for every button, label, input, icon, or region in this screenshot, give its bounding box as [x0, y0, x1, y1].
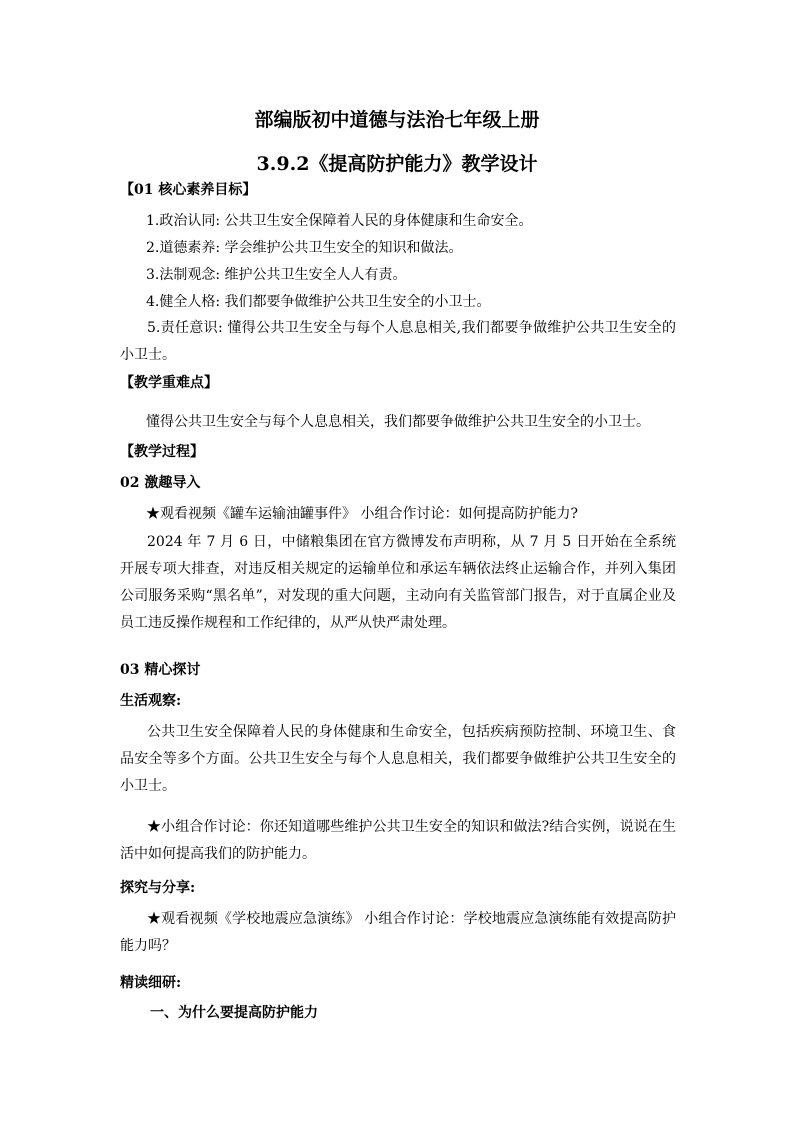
- life-heading: 生活观察:: [120, 693, 182, 709]
- goal-item-3: 3.法制观念: 维护公共卫生安全人人有责。: [146, 267, 407, 283]
- goals-heading: 【01 核心素养目标】: [120, 182, 257, 198]
- share-task: ★观看视频《学校地震应急演练》 小组合作讨论：学校地震应急演练能有效提高防护能力吗？: [120, 911, 676, 954]
- explore-heading: 03 精心探讨: [120, 662, 201, 678]
- life-text: 公共卫生安全保障着人民的身体健康和生命安全，包括疾病预防控制、环境卫生、食品安全等多个方面。公共卫生安全与每个人息息相关，我们都要争做维护公共卫生安全的小卫士。: [120, 724, 676, 794]
- goal-item-1: 1.政治认同: 公共卫生安全保障着人民的身体健康和生命安全。: [146, 213, 533, 229]
- share-heading: 探究与分享:: [120, 880, 196, 896]
- read-heading: 精读细研:: [120, 975, 182, 991]
- intro-text: 2024 年 7 月 6 日，中储粮集团在官方微博发布声明称，从 7 月 5 日开始在全系统开展专项大排查，对违反相关规定的运输单位和承运车辆依法终止运输合作，并列入集团公司服务采购“黑名单”，对发现的重大问题，主动向有关监管部门报告，对于直属企业及员工违反操作规程和工作纪律的，从严从快严肃处理。: [120, 534, 676, 631]
- intro-task: ★观看视频《罐车运输油罐事件》 小组合作讨论：如何提高防护能力?: [146, 506, 578, 522]
- document-subtitle: 3.9.2《提高防护能力》教学设计: [256, 153, 538, 175]
- key-points-text: 懂得公共卫生安全与每个人息息相关，我们都要争做维护公共卫生安全的小卫士。: [146, 414, 650, 430]
- goal-item-4: 4.健全人格: 我们都要争做维护公共卫生安全的小卫士。: [146, 294, 491, 310]
- process-heading: 【教学过程】: [120, 444, 204, 460]
- goal-item-2: 2.道德素养: 学会维护公共卫生安全的知识和做法。: [146, 240, 463, 256]
- goal-item-5: 5.责任意识: 懂得公共卫生安全与每个人息息相关,我们都要争做维护公共卫生安全的小卫士。: [120, 320, 676, 363]
- document-title: 部编版初中道德与法治七年级上册: [254, 109, 540, 131]
- read-subheading: 一、为什么要提高防护能力: [150, 1005, 318, 1021]
- key-points-heading: 【教学重难点】: [120, 375, 218, 391]
- life-task: ★小组合作讨论：你还知道哪些维护公共卫生安全的知识和做法?结合实例，说说在生活中如何提高我们的防护能力。: [120, 819, 676, 862]
- intro-heading: 02 激趣导入: [120, 475, 201, 491]
